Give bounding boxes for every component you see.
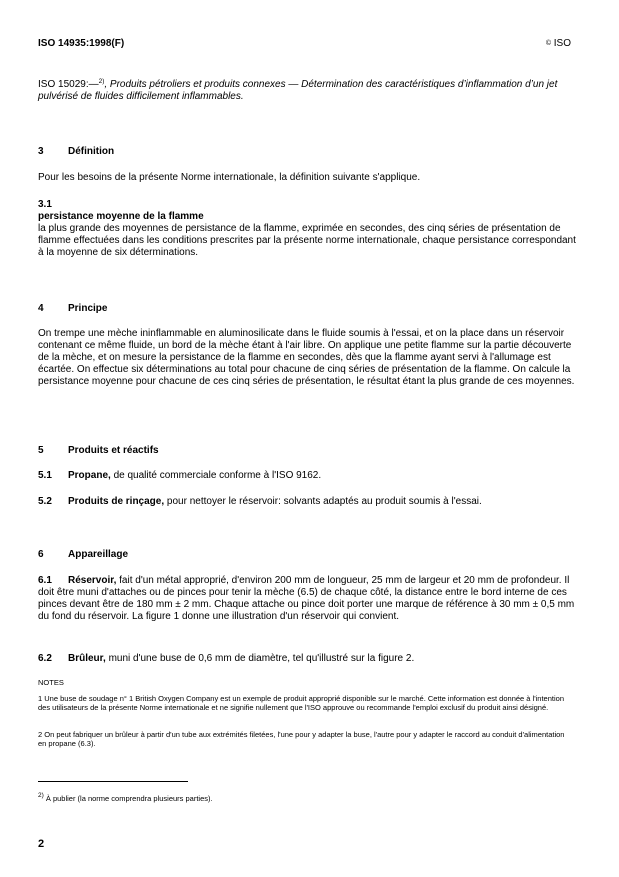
item-6-1-term: Réservoir, — [68, 575, 117, 586]
section-6-title: Appareillage — [68, 549, 129, 560]
reference-footnote-mark: 2) — [98, 78, 105, 85]
note-1: 1 Une buse de soudage n° 1 British Oxygen Company est un exemple de produit approprié disponible sur le marché. Cette information est donnée à l'intention des utilisateurs de la présente Norme internationale et ne signifie nullement que l'ISO approuve ou recommande l'emploi exclusif du produit ainsi désigné. — [38, 694, 564, 712]
item-5-2-number: 5.2 — [38, 496, 52, 507]
reference-title: , Produits pétroliers et produits connexes — Détermination des caractéristiques d’inflammation d’un jet pulvérisé de fluides difficilement inflammables. — [38, 79, 558, 102]
notes-heading: NOTES — [38, 678, 64, 687]
item-6-2 — [38, 653, 578, 665]
footnote-text: À publier (la norme comprendra plusieurs parties). — [43, 794, 213, 803]
item-6-2-number: 6.2 — [38, 653, 52, 664]
section-3-number: 3 — [38, 146, 44, 157]
normative-reference — [38, 79, 578, 103]
item-5-2 — [38, 496, 578, 508]
copyright-org: ISO — [553, 38, 571, 49]
section-5-number: 5 — [38, 445, 44, 456]
footnote-mark: 2) — [38, 792, 44, 799]
item-6-1 — [38, 575, 578, 623]
section-4-heading — [38, 303, 107, 314]
item-5-1 — [38, 470, 578, 482]
item-5-2-term: Produits de rinçage, — [68, 496, 165, 507]
section-4-number: 4 — [38, 303, 44, 314]
note-2: 2 On peut fabriquer un brûleur à partir d'un tube aux extrémités filetées, l'une pour y adapter la buse, l'autre pour y adapter le raccord au conduit d'alimentation en propane (6.3). — [38, 730, 565, 748]
item-5-1-text: de qualité commerciale conforme à l'ISO 9162. — [110, 470, 322, 481]
definition-text: la plus grande des moyennes de persistance de la flamme, exprimée en secondes, des cinq séries de présentation de flamme effectuées dans les conditions prescrites par la présente norme internationale, chaque persistance correspondant à la moyenne de six déterminations. — [38, 223, 576, 258]
section-6-heading — [38, 549, 128, 560]
item-5-2-text: pour nettoyer le réservoir: solvants adaptés au produit soumis à l'essai. — [164, 496, 482, 507]
copyright — [546, 38, 571, 49]
item-5-1-number: 5.1 — [38, 470, 52, 481]
section-3-intro: Pour les besoins de la présente Norme internationale, la définition suivante s'applique. — [38, 172, 421, 183]
definition-term: persistance moyenne de la flamme — [38, 211, 204, 222]
page-number: 2 — [38, 838, 45, 850]
section-4-title: Principe — [68, 303, 108, 314]
footnote-separator — [38, 781, 188, 782]
item-6-1-text: fait d'un métal approprié, d'environ 200 mm de longueur, 25 mm de largeur et 20 mm de profondeur. Il doit être muni d'attaches ou de pinces pour tenir la mèche (6.5) de chaque côté, la distance entre le bord interne de ces pinces devant être de 180 mm ± 2 mm. Chaque attache ou pince doit porter une marque de référence à 30 mm ± 0,5 mm du fond du réservoir. La figure 1 donne une illustration d'un réservoir qui convient. — [38, 575, 575, 622]
section-3-heading — [38, 146, 114, 157]
section-6-number: 6 — [38, 549, 44, 560]
definition-number: 3.1 — [38, 199, 52, 210]
document-id: ISO 14935:1998(F) — [38, 38, 125, 49]
section-5-title: Produits et réactifs — [68, 445, 159, 456]
section-3-title: Définition — [68, 146, 115, 157]
footnote — [38, 794, 213, 803]
item-6-1-number: 6.1 — [38, 575, 52, 586]
item-6-2-text: muni d'une buse de 0,6 mm de diamètre, tel qu'illustré sur la figure 2. — [105, 653, 415, 664]
section-4-text: On trempe une mèche ininflammable en aluminosilicate dans le fluide soumis à l'essai, et on la place dans un réservoir contenant ce même fluide, un bord de la mèche étant à l'air libre. On applique une petite flamme sur la partie découverte de la mèche, et on mesure la persistance de la flamme en secondes, dès que la flamme ayant servi à l'allumage est écartée. On effectue six déterminations au total pour chacune de cinq séries de présentation de la flamme. On calcule la persistance moyenne pour chacune de ces cinq séries de présentation, le résultat étant la plus grande de ces moyennes. — [38, 328, 575, 387]
reference-code: ISO 15029:— — [38, 79, 99, 90]
item-5-1-term: Propane, — [68, 470, 111, 481]
section-5-heading — [38, 445, 159, 456]
item-6-2-term: Brûleur, — [68, 653, 106, 664]
copyright-symbol: © — [545, 40, 551, 47]
